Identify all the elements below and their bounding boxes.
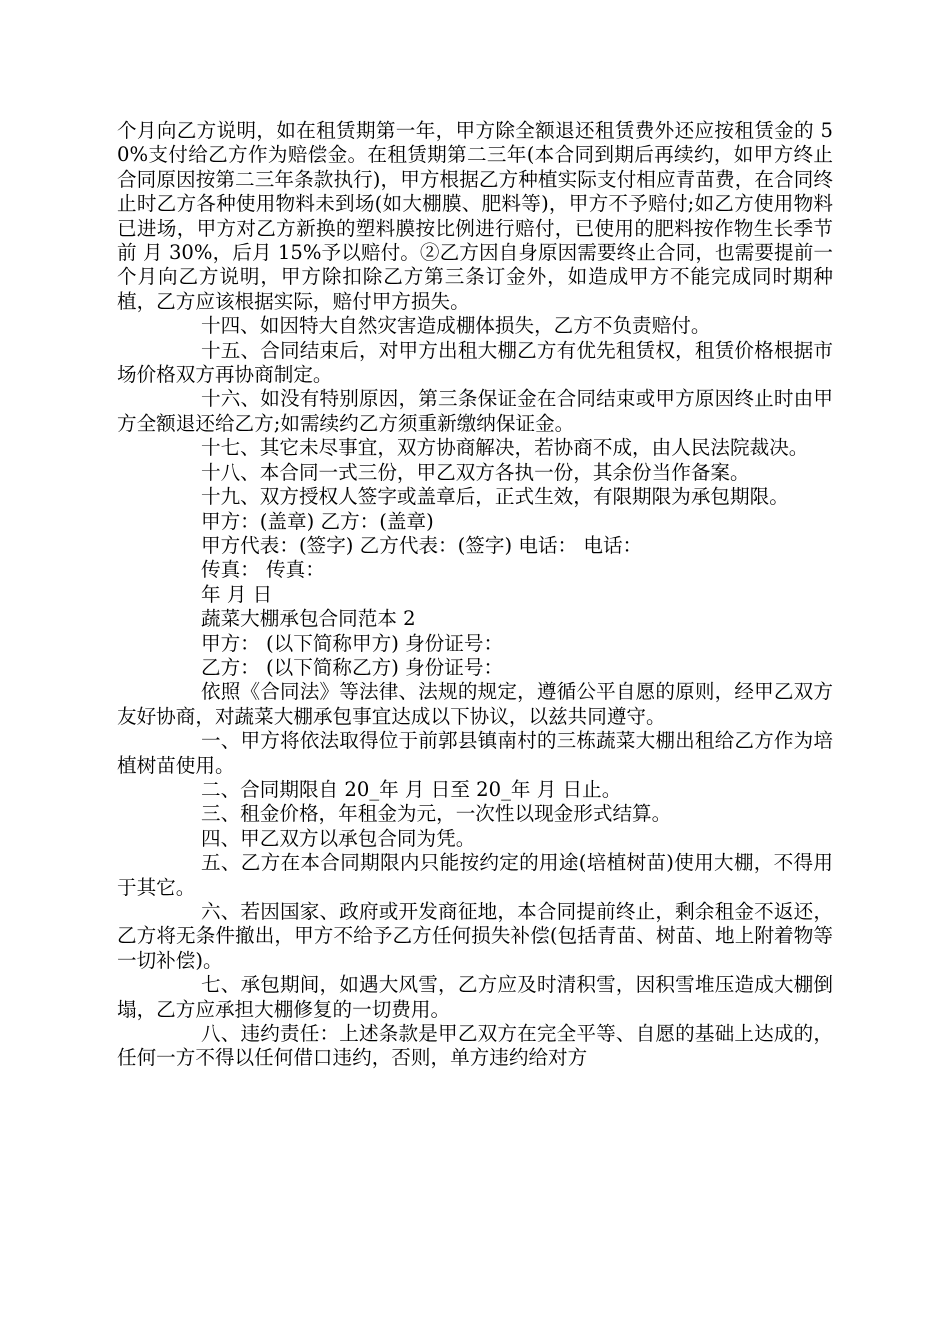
fax-line: 传真： 传真： xyxy=(201,558,325,582)
document-page xyxy=(117,119,833,1071)
clause-8: 八、违约责任：上述条款是甲乙双方在完全平等、自愿的基础上达成的，任何一方不得以任何借口违约，否则，单方违约给对方 xyxy=(117,1022,833,1070)
date-line: 年 月 日 xyxy=(201,582,273,606)
party-a-line: 甲方： (以下简称甲方) 身份证号： xyxy=(201,631,504,655)
clause-16: 十六、如没有特别原因，第三条保证金在合同结束或甲方原因终止时由甲方全额退还给乙方;如需续约乙方须重新缴纳保证金。 xyxy=(117,387,833,435)
clause-1: 一、甲方将依法取得位于前郭县镇南村的三栋蔬菜大棚出租给乙方作为培植树苗使用。 xyxy=(117,729,833,777)
preamble: 依照《合同法》等法律、法规的规定，遵循公平自愿的原则，经甲乙双方友好协商，对蔬菜大棚承包事宜达成以下协议，以兹共同遵守。 xyxy=(117,680,833,728)
clause-7: 七、承包期间，如遇大风雪，乙方应及时清积雪，因积雪堆压造成大棚倒塌，乙方应承担大棚修复的一切费用。 xyxy=(117,973,833,1021)
party-b-line: 乙方： (以下简称乙方) 身份证号： xyxy=(201,655,504,679)
clause-17: 十七、其它未尽事宜，双方协商解决，若协商不成，由人民法院裁决。 xyxy=(201,436,809,460)
paragraph-continuation: 个月向乙方说明，如在租赁期第一年，甲方除全额退还租赁费外还应按租赁金的 50%支付给乙方作为赔偿金。在租赁期第二三年(本合同到期后再续约，如甲方终止合同原因按第二三年条款执行)，甲方根据乙方种植实际支付相应青苗费，在合同终止时乙方各种使用物料未到场(如大棚膜、肥料等)，甲方不予赔付;如乙方使用物料已进场，甲方对乙方新换的塑料膜按比例进行赔付，已使用的肥料按作物生长季节前 月 30%，后月 15%予以赔付。②乙方因自身原因需要终止合同，也需要提前一个月向乙方说明，甲方除扣除乙方第三条订金外，如造成甲方不能完成同时期种植，乙方应该根据实际，赔付甲方损失。 xyxy=(117,119,833,313)
signature-seal-line: 甲方：(盖章) 乙方：(盖章) xyxy=(201,509,434,533)
clause-3: 三、租金价格，年租金为元，一次性以现金形式结算。 xyxy=(201,802,672,826)
clause-6: 六、若因国家、政府或开发商征地，本合同提前终止，剩余租金不返还，乙方将无条件撤出，甲方不给予乙方任何损失补偿(包括青苗、树苗、地上附着物等一切补偿)。 xyxy=(117,900,833,972)
clause-14: 十四、如因特大自然灾害造成棚体损失，乙方不负责赔付。 xyxy=(201,314,711,338)
signature-representative-line: 甲方代表：(签字) 乙方代表：(签字) 电话： 电话： xyxy=(201,533,643,557)
clause-18: 十八、本合同一式三份，甲乙双方各执一份，其余份当作备案。 xyxy=(201,460,750,484)
clause-15: 十五、合同结束后，对甲方出租大棚乙方有优先租赁权，租赁价格根据市场价格双方再协商制定。 xyxy=(117,338,833,387)
clause-4: 四、甲乙双方以承包合同为凭。 xyxy=(201,826,476,850)
contract-title-2: 蔬菜大棚承包合同范本 2 xyxy=(201,607,416,631)
clause-2: 二、合同期限自 20_年 月 日至 20_年 月 日止。 xyxy=(201,777,622,801)
clause-19: 十九、双方授权人签字或盖章后，正式生效，有限期限为承包期限。 xyxy=(201,485,789,509)
clause-5: 五、乙方在本合同期限内只能按约定的用途(培植树苗)使用大棚，不得用于其它。 xyxy=(117,851,833,899)
